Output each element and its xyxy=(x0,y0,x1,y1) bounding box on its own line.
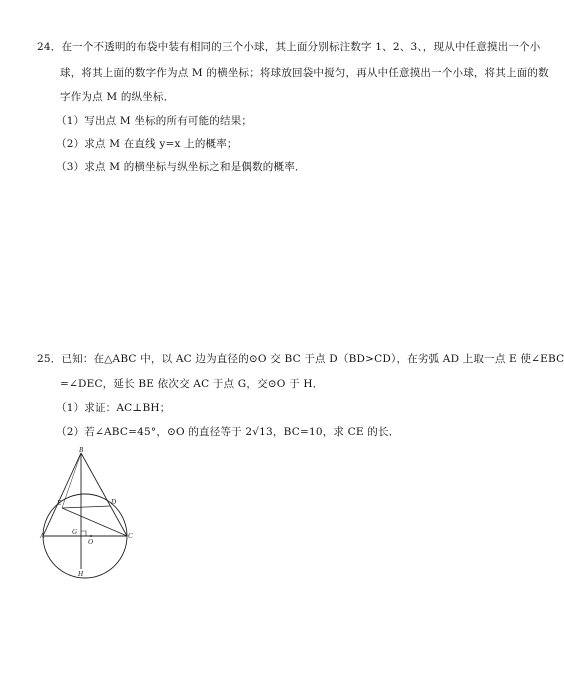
segment-ab xyxy=(43,453,81,536)
q24-part3: （3）求点 M 的横坐标与纵坐标之和是偶数的概率． xyxy=(56,161,306,173)
label-b: B xyxy=(79,446,84,454)
q24-part2: （2）求点 M 在直线 y=x 上的概率； xyxy=(56,138,238,150)
q25-line1: 25．已知：在△ABC 中，以 AC 边为直径的⊙O 交 BC 于点 D（BD>CD），在劣弧 AD 上取一点 E 使∠EBC xyxy=(37,353,564,365)
label-g: G xyxy=(72,528,78,536)
label-c: C xyxy=(128,532,133,540)
q25-part2: （2）若∠ABC=45°，⊙O 的直径等于 2√13，BC=10，求 CE 的长． xyxy=(56,426,400,438)
q24-line2: 球，将其上面的数字作为点 M 的横坐标；将球放回袋中搅匀，再从中任意摸出一个小球，将其上面的数 xyxy=(60,67,549,79)
segment-ed xyxy=(62,506,110,508)
label-o: O xyxy=(88,538,94,546)
label-e: E xyxy=(57,499,62,507)
geometry-figure xyxy=(40,446,148,580)
q25-part1: （1）求证：AC⊥BH； xyxy=(56,402,171,414)
center-dot xyxy=(90,535,92,537)
label-h: H xyxy=(78,570,84,578)
geometry-diagram xyxy=(40,446,148,578)
q24-line3: 字作为点 M 的纵坐标． xyxy=(60,91,175,103)
right-angle-mark xyxy=(81,531,86,536)
segment-be xyxy=(62,453,81,508)
q25-line2: =∠DEC，延长 BE 依次交 AC 于点 G，交⊙O 于 H． xyxy=(60,378,324,390)
q24-part1: （1）写出点 M 坐标的所有可能的结果； xyxy=(56,115,253,127)
q24-line1: 24．在一个不透明的布袋中装有相同的三个小球，其上面分别标注数字 1、2、3、，现从中任意摸出一个小 xyxy=(37,41,541,53)
label-a: A xyxy=(40,532,45,540)
label-d: D xyxy=(111,498,117,506)
